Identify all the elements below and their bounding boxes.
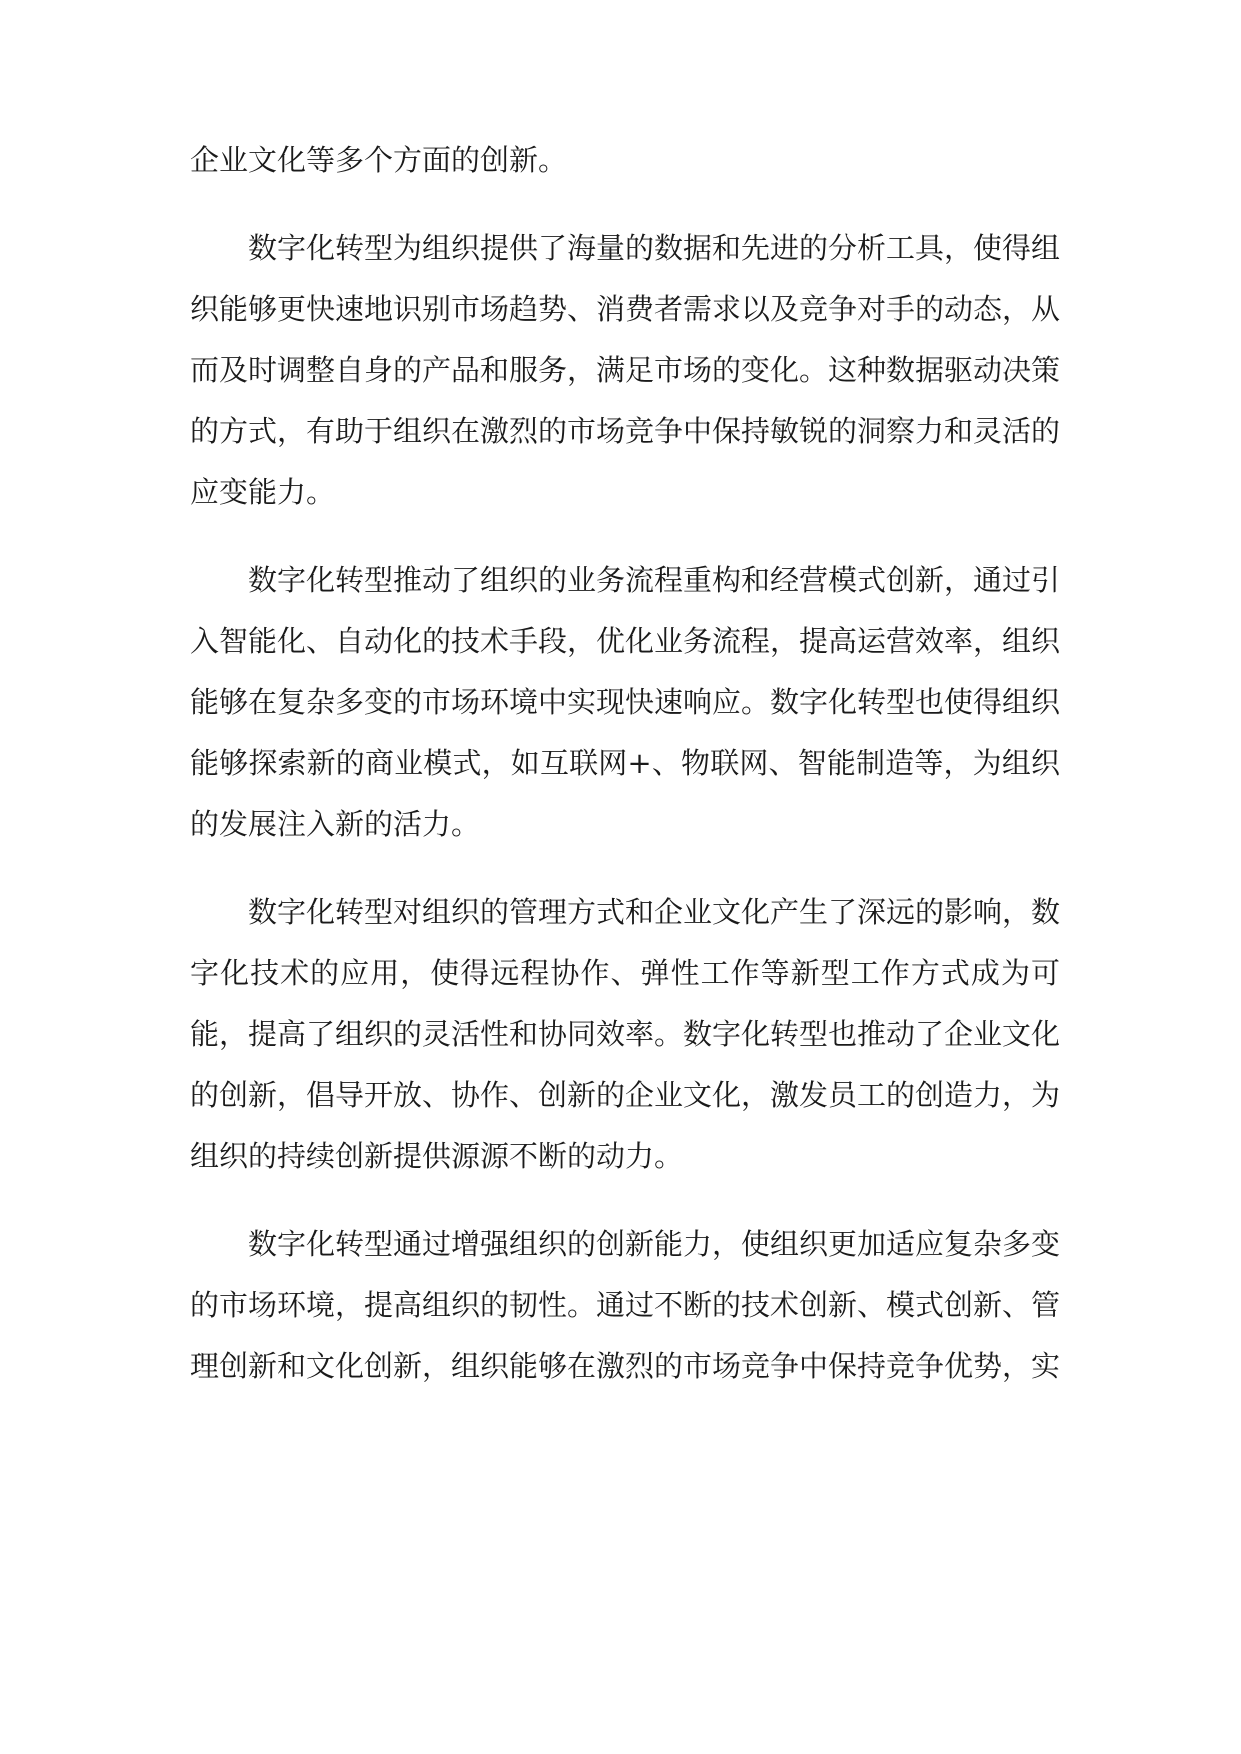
paragraph-process-and-business-model: 数字化转型推动了组织的业务流程重构和经营模式创新，通过引入智能化、自动化的技术手段，优化业务流程，提高运营效率，组织能够在复杂多变的市场环境中实现快速响应。数字化转型也使得组织能够探索新的商业模式，如互联网+、物联网、智能制造等，为组织的发展注入新的活力。 (190, 563, 1061, 841)
paragraph-continuation: 企业文化等多个方面的创新。 (190, 143, 568, 177)
paragraph-organizational-resilience: 数字化转型通过增强组织的创新能力，使组织更加适应复杂多变的市场环境，提高组织的韧性。通过不断的技术创新、模式创新、管理创新和文化创新，组织能够在激烈的市场竞争中保持竞争优势，实 (190, 1227, 1061, 1383)
paragraph-management-and-culture: 数字化转型对组织的管理方式和企业文化产生了深远的影响，数字化技术的应用，使得远程协作、弹性工作等新型工作方式成为可能，提高了组织的灵活性和协同效率。数字化转型也推动了企业文化的创新，倡导开放、协作、创新的企业文化，激发员工的创造力，为组织的持续创新提供源源不断的动力。 (190, 895, 1061, 1173)
paragraph-data-driven-decisions: 数字化转型为组织提供了海量的数据和先进的分析工具，使得组织能够更快速地识别市场趋势、消费者需求以及竞争对手的动态，从而及时调整自身的产品和服务，满足市场的变化。这种数据驱动决策的方式，有助于组织在激烈的市场竞争中保持敏锐的洞察力和灵活的应变能力。 (190, 231, 1061, 509)
document-page (190, 130, 1060, 1424)
